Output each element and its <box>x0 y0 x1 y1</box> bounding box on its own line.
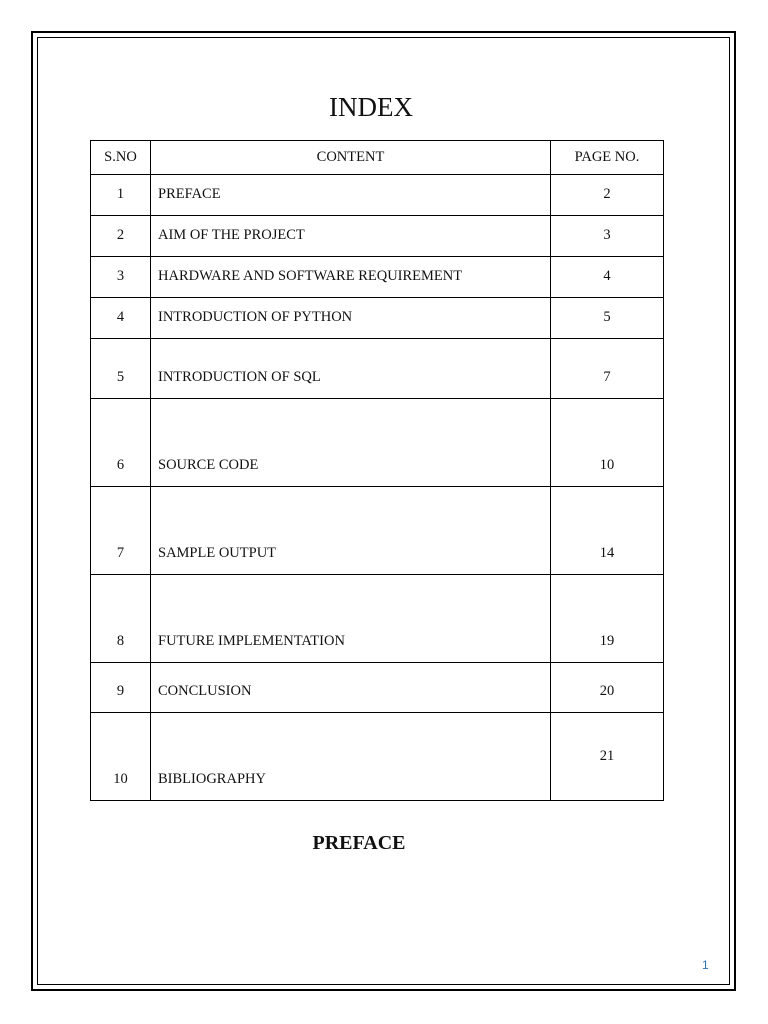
row-page: 2 <box>551 175 664 216</box>
table-row <box>91 257 664 298</box>
header-content: CONTENT <box>151 141 551 175</box>
row-content: FUTURE IMPLEMENTATION <box>151 575 551 663</box>
row-sno: 1 <box>91 175 151 216</box>
section-heading: PREFACE <box>312 832 406 854</box>
row-sno: 8 <box>91 575 151 663</box>
table-row <box>91 575 664 663</box>
row-page: 7 <box>551 339 664 399</box>
row-page: 5 <box>551 298 664 339</box>
row-sno: 6 <box>91 399 151 487</box>
table-row <box>91 298 664 339</box>
row-content: PREFACE <box>151 175 551 216</box>
header-sno: S.NO <box>91 141 151 175</box>
row-content: SOURCE CODE <box>151 399 551 487</box>
index-title: INDEX <box>329 92 413 122</box>
row-sno: 2 <box>91 216 151 257</box>
row-content: INTRODUCTION OF PYTHON <box>151 298 551 339</box>
row-content: AIM OF THE PROJECT <box>151 216 551 257</box>
row-content: SAMPLE OUTPUT <box>151 487 551 575</box>
page-number: 1 <box>702 958 709 972</box>
table-row <box>91 175 664 216</box>
table-row <box>91 663 664 713</box>
row-page: 10 <box>551 399 664 487</box>
index-table <box>90 140 664 801</box>
table-row <box>91 339 664 399</box>
table-header-row <box>91 141 664 175</box>
row-page: 14 <box>551 487 664 575</box>
row-page: 19 <box>551 575 664 663</box>
row-sno: 3 <box>91 257 151 298</box>
header-page: PAGE NO. <box>551 141 664 175</box>
row-page: 3 <box>551 216 664 257</box>
table-row <box>91 713 664 801</box>
row-page: 4 <box>551 257 664 298</box>
row-sno: 7 <box>91 487 151 575</box>
table-row <box>91 216 664 257</box>
table-row <box>91 487 664 575</box>
row-sno: 4 <box>91 298 151 339</box>
row-content: HARDWARE AND SOFTWARE REQUIREMENT <box>151 257 551 298</box>
row-content: INTRODUCTION OF SQL <box>151 339 551 399</box>
row-content: CONCLUSION <box>151 663 551 713</box>
row-page: 21 <box>551 713 664 801</box>
row-sno: 5 <box>91 339 151 399</box>
row-page: 20 <box>551 663 664 713</box>
row-content: BIBLIOGRAPHY <box>151 713 551 801</box>
row-sno: 9 <box>91 663 151 713</box>
table-row <box>91 399 664 487</box>
row-sno: 10 <box>91 713 151 801</box>
